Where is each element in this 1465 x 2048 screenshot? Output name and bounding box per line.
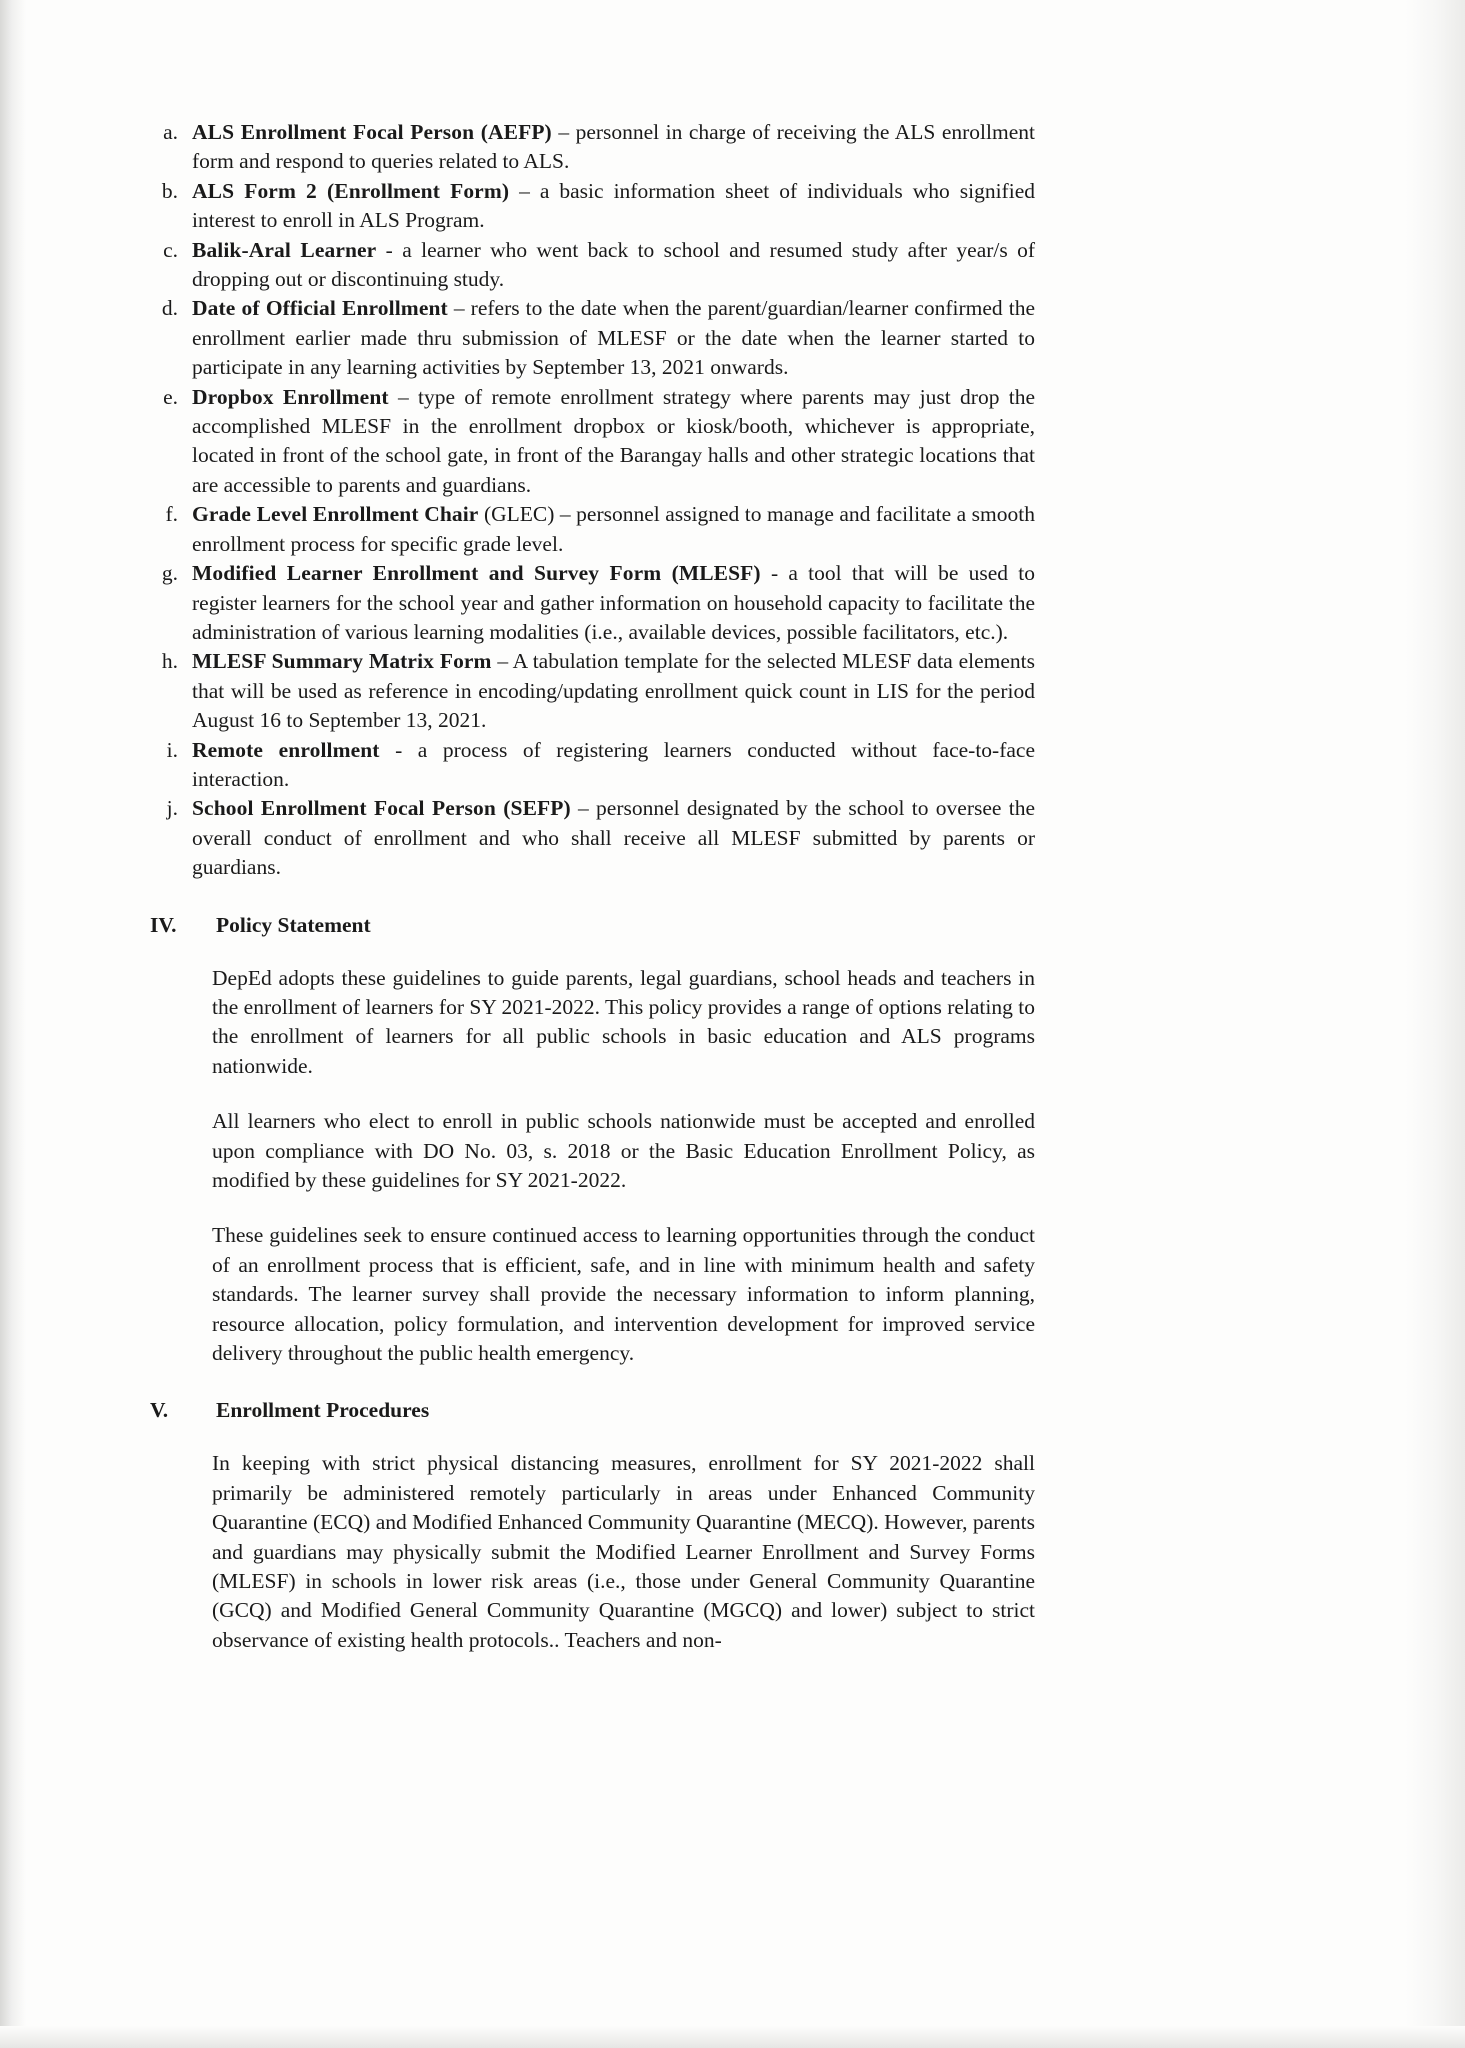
- section-title: Policy Statement: [216, 912, 371, 937]
- list-marker: h.: [161, 649, 178, 674]
- list-item: [150, 500, 1035, 559]
- definition-body: [192, 118, 1035, 177]
- paragraph: In keeping with strict physical distancing measures, enrollment for SY 2021-2022 shall primarily be administered remotely particularly in areas under Enhanced Community Quarantine (ECQ) and Modified Enhanced Community Quarantine (MECQ). However, parents and guardians may physically submit the Modified Learner Enrollment and Survey Forms (MLESF) in schools in lower risk areas (i.e., those under General Community Quarantine (GCQ) and Modified General Community Quarantine (MGCQ) and lower) subject to strict observance of existing health protocols.. Teachers and non-: [212, 1451, 1035, 1652]
- page-content: [150, 118, 1035, 1655]
- definition-term: Remote enrollment: [192, 737, 380, 762]
- section-enrollment-procedures: [150, 1398, 1035, 1655]
- list-item: [150, 794, 1035, 882]
- definition-body: [192, 794, 1035, 882]
- list-marker: c.: [163, 237, 178, 262]
- definition-text: - a learner who went back to school and resumed study after year/s of dropping out or discontinuing study.: [192, 237, 1035, 292]
- definition-body: [192, 647, 1035, 735]
- definition-text: - a process of registering learners conducted without face-to-face interaction.: [192, 737, 1035, 791]
- definition-text: – A tabulation template for the selected MLESF data elements that will be used as reference in encoding/updating enrollment quick count in LIS for the period August 16 to September 13, 2021.: [192, 649, 1035, 733]
- definition-text: – type of remote enrollment strategy where parents may just drop the accomplished MLESF in the enrollment dropbox or kiosk/booth, whichever is appropriate, located in front of the school gate, in front of the Barangay halls and other strategic locations that are accessible to parents and guardians.: [192, 384, 1035, 497]
- list-item: [150, 118, 1035, 177]
- list-marker: e.: [163, 384, 178, 409]
- paragraph: All learners who elect to enroll in public schools nationwide must be accepted and enrolled upon compliance with DO No. 03, s. 2018 or the Basic Education Enrollment Policy, as modified by these guidelines for SY 2021-2022.: [212, 1109, 1035, 1192]
- definition-text: (GLEC) – personnel assigned to manage and facilitate a smooth enrollment process for specific grade level.: [192, 502, 1035, 556]
- definition-term: Dropbox Enrollment: [192, 384, 389, 409]
- definition-term: School Enrollment Focal Person (SEFP): [192, 796, 571, 821]
- definition-body: [192, 236, 1035, 295]
- section-title: Enrollment Procedures: [216, 1398, 430, 1423]
- list-marker: i.: [166, 737, 178, 762]
- section-heading: [150, 1398, 1035, 1423]
- definition-body: [192, 500, 1035, 559]
- definition-term: Date of Official Enrollment: [192, 296, 448, 321]
- section-heading: [150, 913, 1035, 938]
- list-item: [150, 383, 1035, 501]
- scan-edge-bottom: [0, 2026, 1465, 2048]
- section-number: IV.: [150, 912, 177, 937]
- definition-body: [192, 736, 1035, 795]
- list-item: [150, 177, 1035, 236]
- definition-text: – personnel designated by the school to oversee the overall conduct of enrollment and who shall receive all MLESF submitted by parents or guardians.: [192, 796, 1035, 880]
- list-item: [150, 559, 1035, 647]
- definition-term: ALS Form 2 (Enrollment Form): [192, 178, 510, 203]
- definition-term: Grade Level Enrollment Chair: [192, 502, 479, 527]
- definition-list: [150, 118, 1035, 883]
- scan-edge-right: [1405, 0, 1465, 2048]
- list-marker: a.: [163, 120, 178, 144]
- list-marker: g.: [161, 561, 178, 586]
- definition-text: – refers to the date when the parent/guardian/learner confirmed the enrollment earlier made thru submission of MLESF or the date when the learner started to participate in any learning activities by September 13, 2021 onwards.: [192, 296, 1035, 380]
- section-number: V.: [150, 1398, 169, 1423]
- definition-text: – personnel in charge of receiving the ALS enrollment form and respond to queries related to ALS.: [192, 120, 1035, 174]
- definition-term: MLESF Summary Matrix Form: [192, 649, 492, 674]
- definition-body: [192, 559, 1035, 647]
- definition-body: [192, 177, 1035, 236]
- list-item: [150, 294, 1035, 382]
- list-marker: j.: [166, 796, 178, 821]
- list-marker: b.: [161, 178, 178, 203]
- list-item: [150, 736, 1035, 795]
- definition-body: [192, 383, 1035, 501]
- definition-text: – a basic information sheet of individuals who signified interest to enroll in ALS Program.: [192, 178, 1035, 233]
- definition-text: - a tool that will be used to register learners for the school year and gather information on household capacity to facilitate the administration of various learning modalities (i.e., available devices, possible facilitators, etc.).: [192, 561, 1036, 644]
- section-policy-statement: [150, 913, 1035, 1369]
- list-item: [150, 647, 1035, 735]
- list-item: [150, 236, 1035, 295]
- list-marker: f.: [165, 502, 178, 527]
- definition-term: Modified Learner Enrollment and Survey Form (MLESF): [192, 561, 761, 586]
- definition-term: ALS Enrollment Focal Person (AEFP): [192, 120, 552, 144]
- definition-body: [192, 294, 1035, 382]
- paragraph: These guidelines seek to ensure continued access to learning opportunities through the conduct of an enrollment process that is efficient, safe, and in line with minimum health and safety standards. The learner survey shall provide the necessary information to inform planning, resource allocation, policy formulation, and intervention development for improved service delivery throughout the public health emergency.: [212, 1223, 1035, 1366]
- definition-term: Balik-Aral Learner: [192, 237, 377, 262]
- paragraph: DepEd adopts these guidelines to guide parents, legal guardians, school heads and teachers in the enrollment of learners for SY 2021-2022. This policy provides a range of options relating to the enrollment of learners for all public schools in basic education and ALS programs nationwide.: [212, 965, 1035, 1078]
- list-marker: d.: [161, 296, 178, 321]
- scan-edge-left: [0, 0, 26, 2048]
